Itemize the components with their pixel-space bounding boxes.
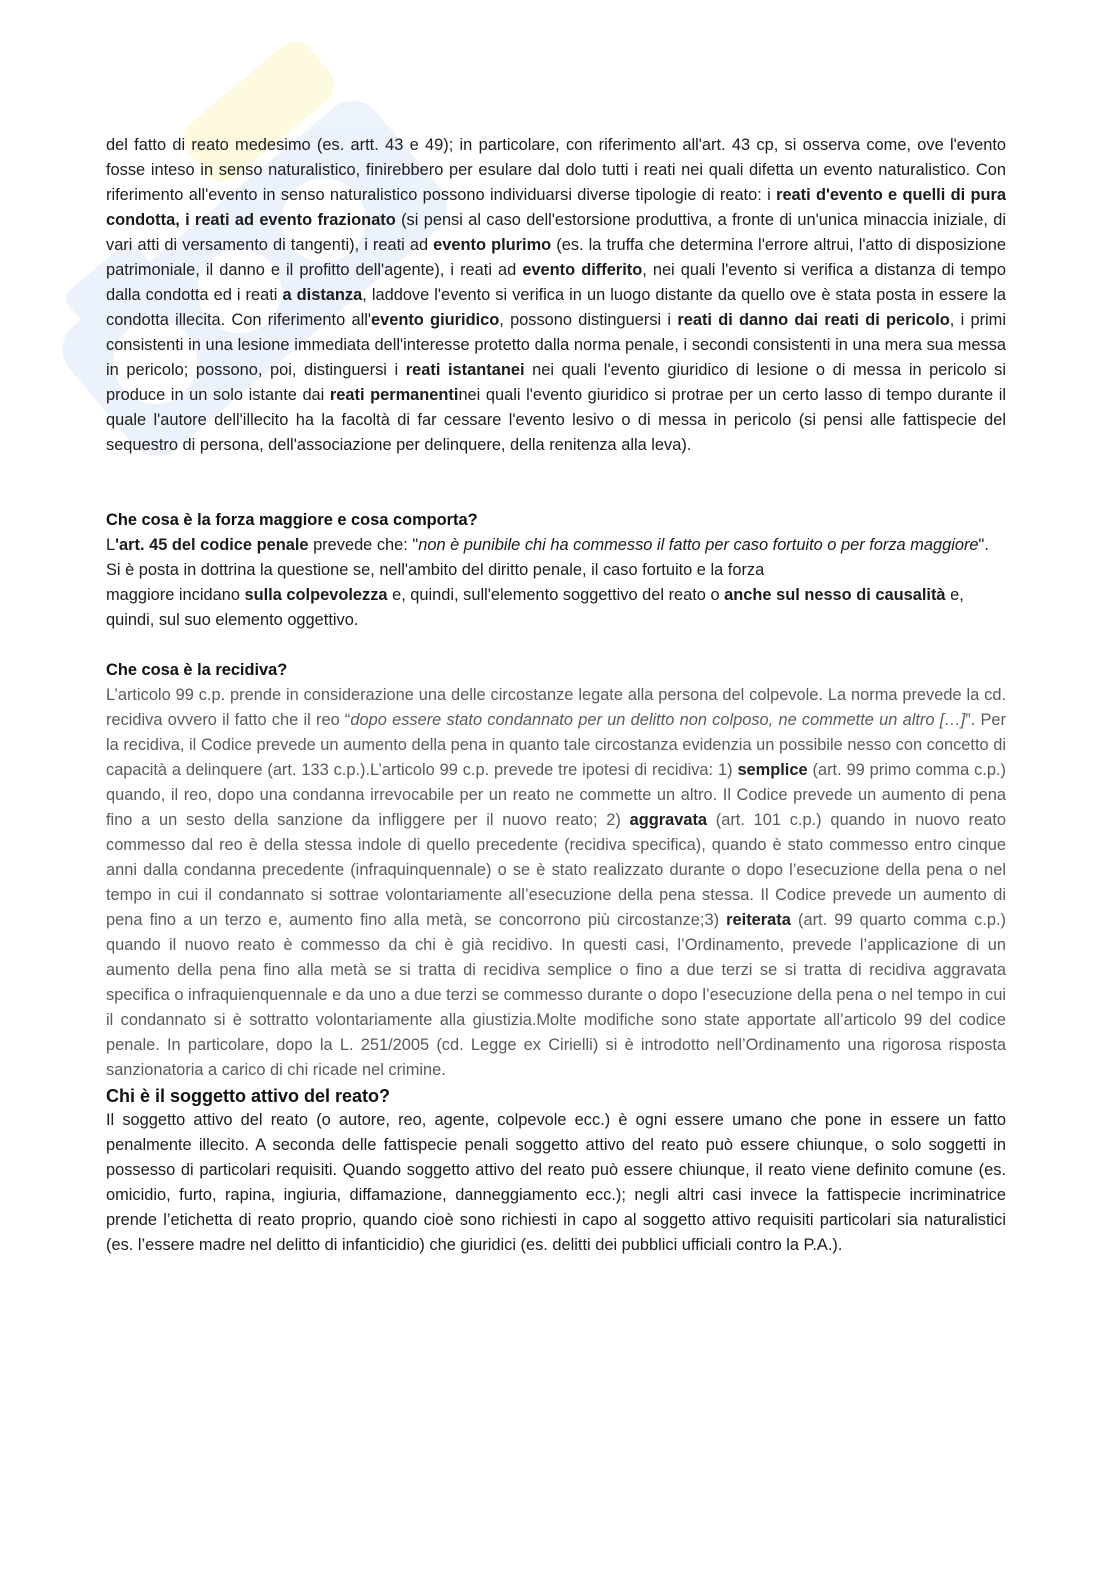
bold-text: 'art. 45 del codice penale [115,536,309,554]
text-run: prevede che: " [308,536,419,554]
bold-text: sulla colpevolezza [244,586,388,604]
document-page [106,133,1006,1258]
text-run: L’articolo 99 c.p. prende in considerazione una delle circostanze legate alla persona del colpevole. La norma prevede la cd. recidiva ovvero il fatto che il reo “ [106,686,1006,729]
text-run: , possono distinguersi i [499,311,678,329]
bold-text: evento plurimo [433,236,552,254]
text-run: (art. 99 quarto comma c.p.) quando il nuovo reato è commesso da chi è già recidivo. In questi casi, l’Ordinamento, prevede l’applicazione di un aumento della pena fino alla metà se si tratta di recidiva semplice o fino a due terzi se si tratta di recidiva aggravata specifica o infraquienquennale e da uno a due terzi se commesso durante o dopo l’esecuzione della pena o nel tempo in cui il condannato si è sottratto volontariamente alla giustizia.Molte modifiche sono state apportate all’articolo 99 del codice penale. In particolare, dopo la L. 251/2005 (cd. Legge ex Cirielli) si è introdotto nell’Ordinamento una rigorosa risposta sanzionatoria a carico di chi ricade nel crimine. [106,911,1007,1079]
bold-text: anche sul nesso di causalità [724,586,946,604]
recidiva-paragraph [106,683,1006,1083]
text-run: L [106,536,116,554]
heading-soggetto-attivo: Chi è il soggetto attivo del reato? [106,1086,391,1106]
soggetto-attivo-paragraph [106,1108,1006,1258]
bold-text: reati permanenti [329,386,459,404]
text-run: (art. 99 primo comma c.p.) quando, il reo, dopo una condanna irrevocabile per un reato ne commette un altro. Il Codice prevede un aumento di pena fino a un sesto della sanzione da infliggere per il nuovo reato; 2) [106,761,1006,829]
spacer [106,458,1006,508]
text-run: , i primi consistenti in una lesione immediata dell'interesse protetto dalla norma penale, i secondi consistenti in una mera sua messa in pericolo; possono, poi, distinguersi i [106,311,1006,379]
text-run: , nei quali l'evento si verifica a distanza di tempo dalla condotta ed i reati [106,261,1006,304]
bold-text: evento giuridico [370,311,500,329]
text-run: (art. 101 c.p.) quando in nuovo reato commesso dal reo è della stessa indole di quello precedente (recidiva specifica), quando è stato commesso entro cinque anni dalla condanna precedente (infraquinquennale) o se è stato realizzato durante o dopo l’esecuzione della pena o nel tempo in cui il condannato si sottrae volontariamente all’esecuzione della pena stessa. Il Codice prevede un aumento di pena fino a un terzo e, aumento fino alla metà, se concorrono più circostanze;3) [106,811,1006,929]
bold-text: reati istantanei [405,361,525,379]
text-run: maggiore incidano [106,586,245,604]
italic-text: dopo essere stato condannato per un delitto non colposo, ne commette un altro […] [350,711,966,729]
italic-text: non è punibile chi ha commesso il fatto per caso fortuito o per forza maggiore [418,536,979,554]
text-run: nei quali l'evento giuridico si protrae per un certo lasso di tempo durante il quale l'autore dell'illecito ha la facoltà di far cessare l'evento lesivo o di messa in pericolo (si pensi alle fattispecie del sequestro di persona, dell'associazione per delinquere, della renitenza alla leva). [106,386,1006,454]
forza-maggiore-paragraph-2 [106,583,1006,633]
bold-text: evento differito [522,261,643,279]
text-run: nei quali l'evento giuridico di lesione o di messa in pericolo si produce in un solo istante dai [106,361,1007,404]
intro-paragraph [106,133,1006,458]
text-run: Il soggetto attivo del reato (o autore, reo, agente, colpevole ecc.) è ogni essere umano che pone in essere un fatto penalmente illecito. A seconda delle fattispecie penali soggetto attivo del reato può essere chiunque, o solo soggetti in possesso di particolari requisiti. Quando soggetto attivo del reato può essere chiunque, il reato viene definito comune (es. omicidio, furto, rapina, ingiuria, diffamazione, danneggiamento ecc.); negli altri casi invece la fattispecie incriminatrice prende l’etichetta di reato proprio, quando cioè sono richiesti in capo al soggetto attivo requisiti particolari sia naturalistici (es. l’essere madre nel delitto di infanticidio) che giuridici (es. delitti dei pubblici ufficiali contro la P.A.). [106,1111,1006,1254]
bold-text: reati di danno dai reati di pericolo [677,311,950,329]
text-run: , laddove l'evento si verifica in un luogo distante da quello ove è stata posta in essere la condotta illecita. Con riferimento all' [106,286,1007,329]
bold-text: aggravata [629,811,708,829]
text-run: ". Si è posta in dottrina la questione se, nell'ambito del diritto penale, il caso fortuito e la forza [106,536,989,579]
text-run: ”. Per la recidiva, il Codice prevede un aumento della pena in quanto tale circostanza evidenzia un possibile nesso con concetto di capacità a delinquere (art. 133 c.p.).L’articolo 99 c.p. prevede tre ipotesi di recidiva: 1) [106,711,1006,779]
text-run: e, quindi, sull'elemento soggettivo del reato o [387,586,725,604]
text-run: e, quindi, sul suo elemento oggettivo. [106,586,964,629]
forza-maggiore-paragraph-1 [106,533,1006,583]
heading-forza-maggiore: Che cosa è la forza maggiore e cosa comporta? [106,511,478,529]
heading-recidiva: Che cosa è la recidiva? [106,661,288,679]
text-run: (es. la truffa che determina l'errore altrui, l'atto di disposizione patrimoniale, il danno e il profitto dell'agente), i reati ad [106,236,1006,279]
bold-text: a distanza [282,286,363,304]
text-run: (si pensi al caso dell'estorsione produttiva, a fronte di un'unica minaccia iniziale, di vari atti di versamento di tangenti), i reati ad [106,211,1006,254]
bold-text: reati d'evento e quelli di pura condotta, i reati ad evento frazionato [106,186,1006,229]
text-run: del fatto di reato medesimo (es. artt. 43 e 49); in particolare, con riferimento all'art. 43 cp, si osserva come, ove l'evento fosse inteso in senso naturalistico, finirebbero per esulare dal dolo tutti i reati nei quali difetta un evento naturalistico. Con riferimento all'evento in senso naturalistico possono individuarsi diverse tipologie di reato: i [106,136,1006,204]
bold-text: reiterata [726,911,791,929]
spacer [106,633,1006,658]
bold-text: semplice [737,761,808,779]
